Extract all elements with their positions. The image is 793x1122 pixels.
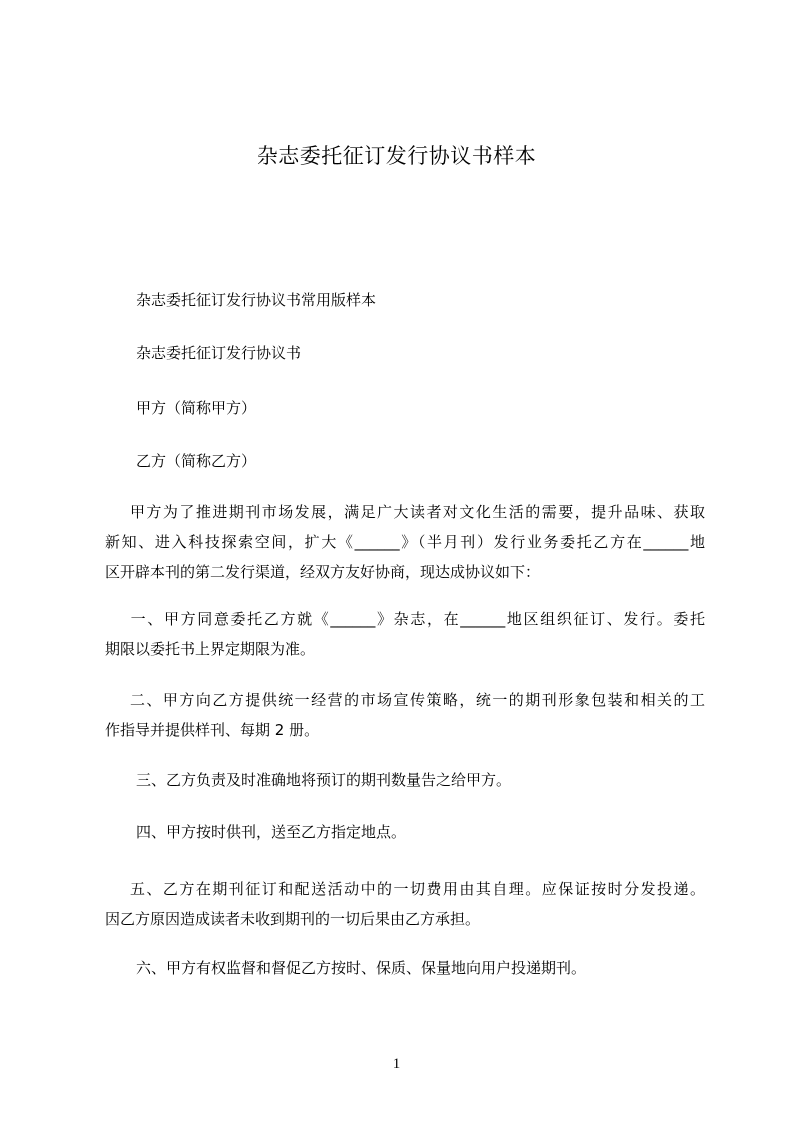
clause-4: 四、甲方按时供刊，送至乙方指定地点。 [136,823,407,841]
clause-2-line-1: 二、甲方向乙方提供统一经营的市场宣传策略，统一的期刊形象包装和相关的工 [105,691,705,709]
party-b-line: 乙方（简称乙方） [136,452,257,470]
clause-2-paragraph [105,685,705,745]
intro-line-3: 区开辟本刊的第二发行渠道，经双方友好协商，现达成协议如下： [105,563,541,581]
clause-2-line-2: 作指导并提供样刊、每期 2 册。 [105,721,320,739]
clause-5-paragraph [105,874,705,934]
clause-1-line-2: 期限以委托书上界定期限为准。 [105,640,316,658]
clause-1-line-1: 一、甲方同意委托乙方就《______》杂志，在______地区组织征订、发行。委托 [105,610,705,628]
clause-1-paragraph [105,604,705,664]
intro-line-2: 新知、进入科技探索空间，扩大《______》（半月刊）发行业务委托乙方在______地 [105,533,705,551]
clause-3: 三、乙方负责及时准确地将预订的期刊数量告之给甲方。 [136,771,512,789]
document-subtitle: 杂志委托征订发行协议书常用版样本 [136,291,377,309]
intro-line-1: 甲方为了推进期刊市场发展，满足广大读者对文化生活的需要，提升品味、获取 [105,503,705,521]
party-a-line: 甲方（简称甲方） [136,399,257,417]
clause-5-line-1: 五、乙方在期刊征订和配送活动中的一切费用由其自理。应保证按时分发投递。 [105,880,705,898]
document-title: 杂志委托征订发行协议书样本 [256,144,537,168]
clause-6: 六、甲方有权监督和督促乙方按时、保质、保量地向用户投递期刊。 [136,959,587,977]
intro-paragraph [105,497,705,587]
agreement-heading: 杂志委托征订发行协议书 [136,344,302,362]
clause-5-line-2: 因乙方原因造成读者未收到期刊的一切后果由乙方承担。 [105,910,481,928]
page-number: 1 [392,1056,401,1072]
